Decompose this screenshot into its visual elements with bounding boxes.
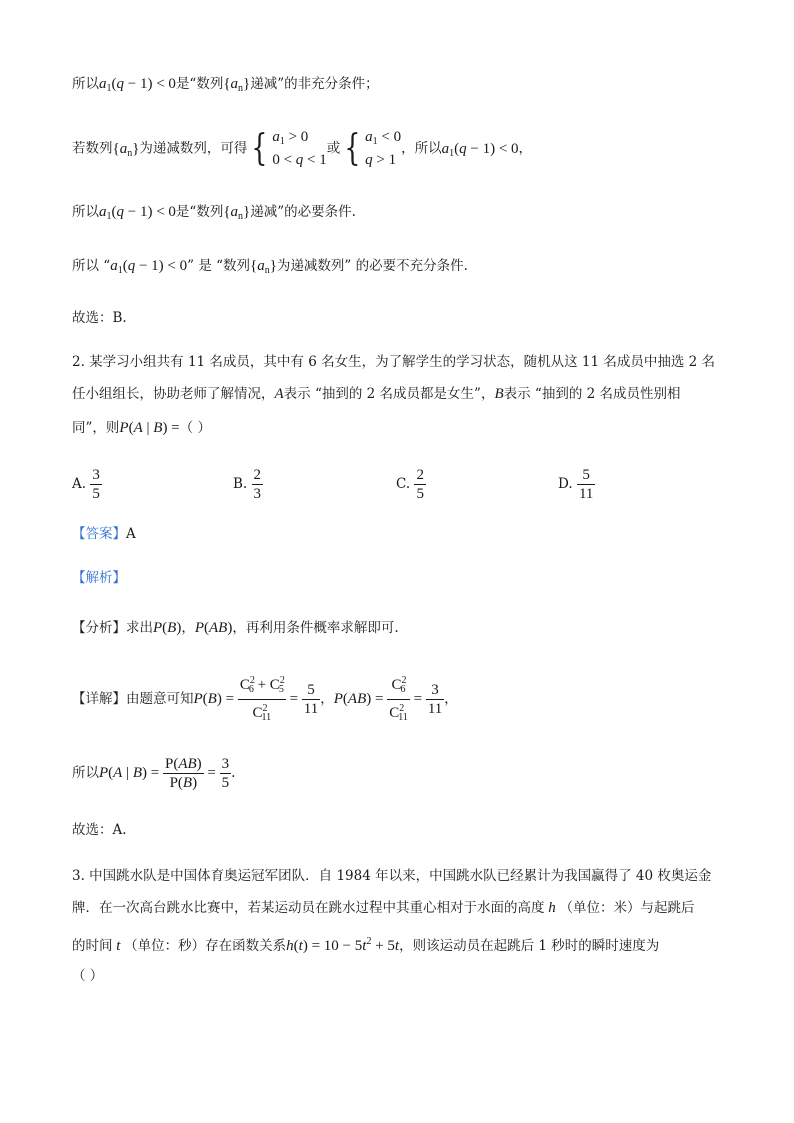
choice-b: 故选：B.: [72, 310, 127, 326]
option-a[interactable]: A. $\frac{3}{5}$: [72, 467, 100, 502]
option-c[interactable]: C. $\frac{2}{5}$: [396, 467, 424, 502]
q3-text-line3: 的时间 t （单位：秒）存在函数关系$h(t) = 10 - 5t^2 + 5t$，则该运动员在起跳后 1 秒时的瞬时速度为: [72, 936, 660, 954]
sequence-symbol: $\{a_n\}$: [223, 76, 251, 94]
q3-text-line2: 牌．在一次高台跳水比赛中，若某运动员在跳水过程中其重心相对于水面的高度 h （单位：米）与起跳后: [72, 900, 695, 916]
line-conclusion: 所以 “$a_1(q - 1) < 0$” 是 “数列$\{a_n\}$为递减数列” 的必要不充分条件.: [72, 258, 468, 276]
left-brace: {: [344, 128, 361, 169]
q2-text-line2: 任小组组长，协助老师了解情况，A表示 “抽到的 2 名成员都是女生”，B表示 “抽到的 2 名成员性别相: [72, 386, 681, 402]
option-b[interactable]: B. $\frac{2}{3}$: [233, 467, 262, 502]
case-system-1: $a_1 > 0$ 0 < q < 1: [272, 129, 327, 168]
analysis-heading: 【解析】: [72, 570, 126, 586]
result-fraction: $\frac{P(AB)}{P(B)}$: [165, 756, 202, 791]
prob-b-fraction: $\frac{C^2_6 + C^2_5}{C^2_{11}}$: [238, 672, 286, 727]
prob-ab-fraction: $\frac{C^2_6}{C^2_{11}}$: [387, 672, 410, 727]
answer-line: 【答案】A: [72, 526, 136, 542]
q2-text-line1: 2. 某学习小组共有 11 名成员，其中有 6 名女生，为了解学生的学习状态，随机从这 11 名成员中抽选 2 名: [72, 354, 716, 370]
q3-text-line1: 3. 中国跳水队是中国体育奥运冠军团队．自 1984 年以来，中国跳水队已经累计为我国赢得了 40 枚奥运金: [72, 868, 712, 884]
line-decreasing-condition: 若数列$\{a_n\}$为递减数列，可得 { $a_1 > 0$ 0 < q < 1 或 { $a_1 < 0$ q > 1 ，所以$a_1(q - 1) < 0$，: [72, 128, 533, 169]
result-line: 所以P(A | B) = $\frac{P(AB)}{P(B)}$ = $\frac{3}{5}$ .: [72, 756, 236, 791]
choice-a: 故选：A.: [72, 822, 127, 838]
case-system-2: $a_1 < 0$ q > 1: [365, 129, 402, 168]
q3-text-line4: （ ）: [72, 968, 104, 984]
detail-line: 【详解】由题意可知P(B) = $\frac{C^2_6 + C^2_5}{C^2_{11}}$ = $\frac{5}{11}$ ，P(AB) = $\frac{C^2_6}{C^2_{11}}$ = $\frac{3}{11}$ ，: [72, 672, 458, 727]
conditional-prob: P(A | B) =: [119, 420, 180, 436]
q2-text-line3: 同”，则P(A | B) =（ ）: [72, 420, 211, 436]
fenxi-line: 【分析】求出P(B)，P(AB)，再利用条件概率求解即可.: [72, 620, 399, 636]
height-function: $h(t) = 10 - 5t^2 + 5t$: [286, 936, 400, 954]
line-necessary: 所以$a_1(q - 1) < 0$是“数列$\{a_n\}$递减”的必要条件.: [72, 204, 356, 222]
left-brace: {: [251, 128, 268, 169]
line-non-sufficient: 所以$a_1(q - 1) < 0$是“数列$\{a_n\}$递减”的非充分条件；: [72, 76, 379, 94]
option-d[interactable]: D. $\frac{5}{11}$: [558, 467, 594, 502]
inequality-expr: $a_1(q - 1) < 0$: [99, 76, 176, 94]
answer-tag: 【答案】: [72, 526, 126, 542]
